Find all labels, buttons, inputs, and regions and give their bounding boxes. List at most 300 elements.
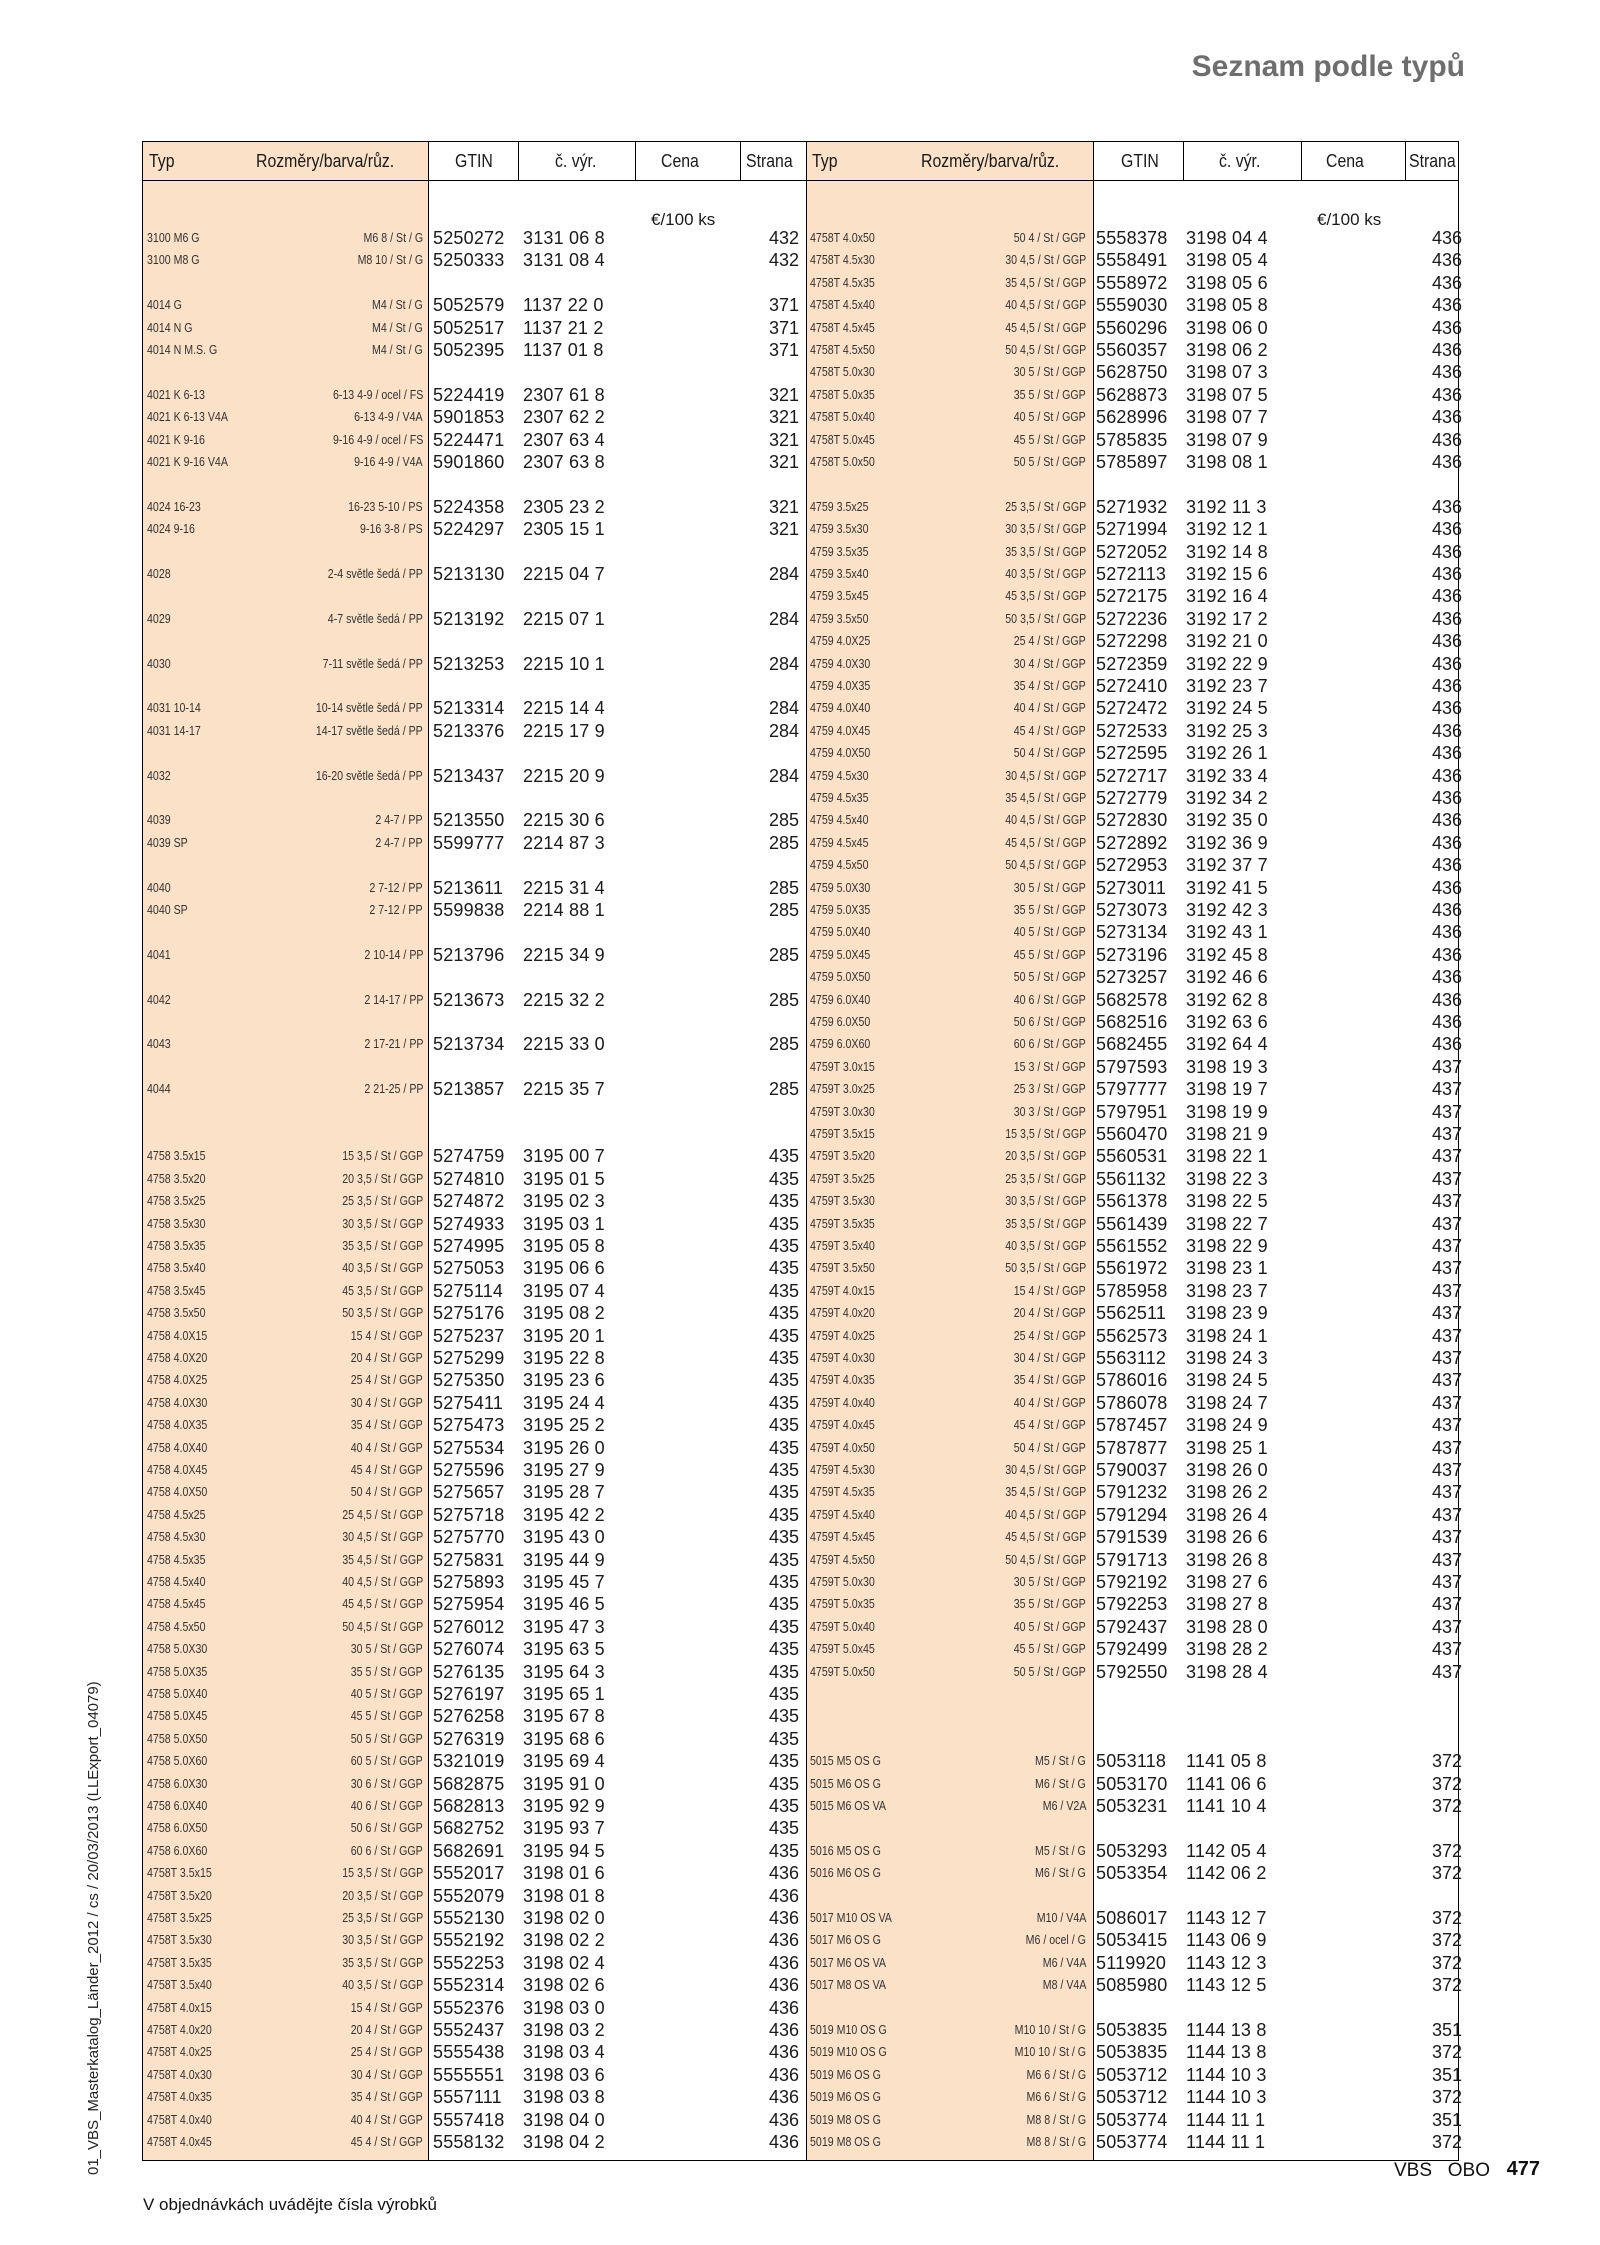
table-row xyxy=(806,518,1466,540)
cell-dimension: 45 4 / St / GGP xyxy=(1013,1418,1086,1433)
cell-page: 372 xyxy=(1431,2132,1462,2152)
table-row xyxy=(143,1459,803,1481)
cell-page: 436 xyxy=(1431,653,1462,674)
cell-typ: 4758 6.0X30 xyxy=(147,1776,208,1791)
cell-dimension: 15 3,5 / St / GGP xyxy=(342,1866,423,1881)
cell-gtin: 5053293 xyxy=(1096,1840,1168,1861)
cell-gtin: 5275350 xyxy=(433,1370,505,1391)
cell-item-no: 3192 22 9 xyxy=(1186,653,1268,674)
cell-gtin: 5275114 xyxy=(433,1280,504,1301)
cell-dimension: 30 3,5 / St / GGP xyxy=(1005,1194,1086,1209)
cell-page: 351 xyxy=(1431,2020,1462,2040)
cell-gtin: 5275411 xyxy=(433,1392,504,1413)
cell-page: 436 xyxy=(1431,967,1462,988)
cell-typ: 4758 3.5x35 xyxy=(147,1239,206,1253)
cell-page: 351 xyxy=(1431,2109,1462,2130)
cell-item-no: 3198 22 9 xyxy=(1186,1236,1268,1256)
cell-page: 435 xyxy=(768,1527,799,1548)
table-row xyxy=(143,809,803,831)
cell-gtin: 5272052 xyxy=(1096,541,1168,562)
cell-gtin: 5276319 xyxy=(433,1728,505,1749)
cell-gtin: 5785958 xyxy=(1096,1280,1168,1301)
cell-dimension: 35 4 / St / GGP xyxy=(1013,679,1086,693)
cell-dimension: 40 4,5 / St / GGP xyxy=(1005,813,1086,828)
cell-dimension: 35 3,5 / St / GGP xyxy=(1005,1216,1086,1231)
cell-item-no: 3192 42 3 xyxy=(1186,900,1268,920)
cell-item-no: 3195 63 5 xyxy=(523,1639,605,1660)
cell-page: 435 xyxy=(768,1325,799,1346)
cell-gtin: 5321019 xyxy=(433,1751,505,1772)
cell-typ: 4758 4.0X30 xyxy=(147,1395,208,1410)
cell-gtin: 5224419 xyxy=(433,384,505,405)
cell-item-no: 3192 41 5 xyxy=(1186,877,1268,898)
header-gtin: GTIN xyxy=(1121,151,1159,171)
header-divider xyxy=(635,142,636,180)
cell-item-no: 2307 63 8 xyxy=(523,452,605,472)
cell-typ: 4758T 3.5x20 xyxy=(147,1888,212,1903)
cell-dimension: 25 3,5 / St / GGP xyxy=(342,1911,423,1925)
cell-item-no: 3198 24 1 xyxy=(1186,1325,1268,1346)
cell-typ: 4759T 4.5x30 xyxy=(810,1463,875,1477)
cell-dimension: 35 5 / St / GGP xyxy=(1013,1597,1086,1612)
cell-item-no: 3198 08 1 xyxy=(1186,452,1268,472)
header-rozmery: Rozměry/barva/růz. xyxy=(256,151,395,171)
cell-item-no: 2215 04 7 xyxy=(523,564,605,584)
cell-dimension: 20 3,5 / St / GGP xyxy=(1005,1149,1086,1164)
cell-dimension: 20 4 / St / GGP xyxy=(350,1351,423,1365)
cell-item-no: 3198 24 9 xyxy=(1186,1415,1268,1436)
cell-page: 285 xyxy=(768,832,799,853)
cell-typ: 4758T 4.0x40 xyxy=(147,2112,212,2127)
cell-gtin: 5275770 xyxy=(433,1527,505,1548)
cell-gtin: 5682455 xyxy=(1096,1034,1168,1055)
table-row xyxy=(806,1213,1466,1235)
cell-dimension: 20 3,5 / St / GGP xyxy=(342,1888,423,1903)
cell-page: 437 xyxy=(1431,1370,1462,1391)
cell-item-no: 3195 26 0 xyxy=(523,1437,605,1458)
cell-item-no: 3195 27 9 xyxy=(523,1460,605,1480)
cell-gtin: 5797593 xyxy=(1096,1056,1168,1077)
cell-item-no: 3198 05 6 xyxy=(1186,272,1268,293)
cell-dimension: 40 3,5 / St / GGP xyxy=(342,1978,423,1993)
cell-item-no: 2214 87 3 xyxy=(523,832,605,853)
cell-gtin: 5273011 xyxy=(1096,877,1167,898)
cell-dimension: 45 5 / St / GGP xyxy=(1013,432,1086,447)
cell-typ: 4044 xyxy=(147,1082,171,1097)
cell-typ: 4759T 3.5x30 xyxy=(810,1194,875,1209)
cell-typ: 4759 6.0X40 xyxy=(810,992,871,1007)
table-row xyxy=(143,1795,803,1817)
cell-dimension: 15 4 / St / GGP xyxy=(350,2000,423,2015)
cell-typ: 4759 4.0X25 xyxy=(810,634,871,649)
cell-dimension: M10 10 / St / G xyxy=(1014,2023,1086,2037)
cell-dimension: 30 3,5 / St / GGP xyxy=(342,1933,423,1948)
cell-item-no: 3198 05 4 xyxy=(1186,250,1268,271)
cell-gtin: 5682813 xyxy=(433,1796,505,1816)
table-row xyxy=(143,1840,803,1862)
cell-dimension: M6 / V4A xyxy=(1042,1955,1086,1970)
cell-dimension: 40 5 / St / GGP xyxy=(1013,410,1086,425)
table-row xyxy=(806,1526,1466,1548)
cell-typ: 4043 xyxy=(147,1037,171,1052)
table-row xyxy=(806,2019,1466,2041)
table-row xyxy=(806,809,1466,831)
cell-dimension: 60 5 / St / GGP xyxy=(350,1754,423,1769)
cell-dimension: 9-16 4-9 / ocel / FS xyxy=(332,432,423,447)
table-row xyxy=(806,2086,1466,2108)
cell-dimension: 2 7-12 / PP xyxy=(369,903,423,917)
table-row xyxy=(806,406,1466,428)
cell-typ: 4759T 4.5x45 xyxy=(810,1530,875,1545)
cell-dimension: 35 4 / St / GGP xyxy=(1013,1373,1086,1388)
cell-typ: 4758 3.5x25 xyxy=(147,1194,206,1209)
cell-dimension: 50 3,5 / St / GGP xyxy=(1005,1261,1086,1276)
cell-typ: 4758T 5.0x45 xyxy=(810,432,875,447)
cell-item-no: 3198 19 3 xyxy=(1186,1056,1268,1077)
table-row xyxy=(143,406,803,428)
cell-gtin: 5557418 xyxy=(433,2109,505,2130)
cell-item-no: 3198 26 6 xyxy=(1186,1527,1268,1548)
cell-page: 372 xyxy=(1431,1773,1462,1794)
cell-gtin: 5213673 xyxy=(433,989,505,1010)
table-row xyxy=(806,1280,1466,1302)
cell-item-no: 3198 26 8 xyxy=(1186,1549,1268,1570)
cell-gtin: 5213376 xyxy=(433,720,505,741)
table-row xyxy=(806,1369,1466,1391)
cell-dimension: 50 4,5 / St / GGP xyxy=(1005,858,1086,873)
table-row xyxy=(143,1190,803,1212)
cell-dimension: 25 4 / St / GGP xyxy=(1013,1328,1086,1343)
cell-item-no: 3195 24 4 xyxy=(523,1392,605,1413)
footnote: V objednávkách uvádějte čísla výrobků xyxy=(143,2195,437,2214)
cell-item-no: 3198 06 0 xyxy=(1186,317,1268,338)
cell-item-no: 3198 22 3 xyxy=(1186,1168,1268,1189)
cell-dimension: 45 4,5 / St / GGP xyxy=(1005,1530,1086,1545)
cell-gtin: 5271932 xyxy=(1096,496,1168,517)
cell-dimension: 45 4,5 / St / GGP xyxy=(1005,320,1086,335)
cell-gtin: 5682578 xyxy=(1096,989,1168,1010)
cell-gtin: 5901853 xyxy=(433,407,505,428)
cell-item-no: 3192 11 3 xyxy=(1186,496,1267,517)
cell-page: 435 xyxy=(768,1146,799,1167)
cell-typ: 4759 5.0X50 xyxy=(810,970,871,985)
cell-page: 435 xyxy=(768,1639,799,1660)
cell-dimension: 20 4 / St / GGP xyxy=(1013,1306,1086,1321)
cell-dimension: 30 4 / St / GGP xyxy=(350,1395,423,1410)
cell-dimension: 15 4 / St / GGP xyxy=(350,1328,423,1343)
cell-page: 372 xyxy=(1431,1751,1462,1772)
cell-typ: 4024 9-16 xyxy=(147,522,195,537)
cell-dimension: 15 4 / St / GGP xyxy=(1013,1283,1086,1298)
cell-item-no: 1137 22 0 xyxy=(523,295,604,316)
cell-typ: 3100 M6 G xyxy=(147,231,200,245)
cell-item-no: 3192 62 8 xyxy=(1186,989,1268,1010)
cell-page: 372 xyxy=(1431,1952,1462,1973)
cell-gtin: 5275534 xyxy=(433,1437,505,1458)
cell-typ: 5015 M5 OS G xyxy=(810,1754,881,1769)
cell-item-no: 3198 03 6 xyxy=(523,2064,605,2085)
cell-item-no: 2215 33 0 xyxy=(523,1034,605,1055)
cell-item-no: 3195 45 7 xyxy=(523,1572,605,1592)
cell-page: 436 xyxy=(1431,944,1462,965)
cell-page: 437 xyxy=(1431,1482,1462,1503)
cell-gtin: 5552130 xyxy=(433,1908,505,1928)
cell-dimension: 45 4,5 / St / GGP xyxy=(1005,835,1086,850)
table-row xyxy=(143,1952,803,1974)
cell-dimension: 30 3,5 / St / GGP xyxy=(1005,522,1086,537)
cell-gtin: 5792550 xyxy=(1096,1661,1168,1682)
cell-page: 436 xyxy=(1431,586,1462,607)
cell-typ: 5017 M6 OS VA xyxy=(810,1955,886,1970)
cell-gtin: 5785897 xyxy=(1096,452,1168,472)
table-row xyxy=(806,1459,1466,1481)
cell-gtin: 5213796 xyxy=(433,944,505,965)
cell-typ: 4759 5.0X40 xyxy=(810,925,871,940)
cell-gtin: 5276258 xyxy=(433,1706,505,1727)
cell-item-no: 3198 22 7 xyxy=(1186,1213,1268,1234)
cell-item-no: 3198 02 2 xyxy=(523,1930,605,1951)
cell-dimension: 2 4-7 / PP xyxy=(375,835,423,850)
cell-gtin: 5224297 xyxy=(433,519,505,540)
cell-dimension: 16-20 světle šedá / PP xyxy=(316,768,423,783)
cell-page: 436 xyxy=(1431,250,1462,271)
cell-page: 436 xyxy=(768,1997,799,2018)
cell-typ: 4759 3.5x35 xyxy=(810,544,869,559)
cell-typ: 4759 3.5x40 xyxy=(810,567,869,581)
cell-item-no: 3198 07 3 xyxy=(1186,362,1268,383)
cell-typ: 4758 6.0X60 xyxy=(147,1843,208,1858)
cell-dimension: 6-13 4-9 / ocel / FS xyxy=(332,387,423,402)
cell-page: 436 xyxy=(768,2087,799,2108)
cell-typ: 4039 xyxy=(147,813,171,828)
cell-dimension: 35 4,5 / St / GGP xyxy=(342,1552,423,1567)
cell-dimension: 4-7 světle šedá / PP xyxy=(327,611,423,626)
cell-gtin: 5628873 xyxy=(1096,384,1168,405)
cell-item-no: 3198 03 8 xyxy=(523,2087,605,2108)
table-row xyxy=(806,1661,1466,1683)
cell-item-no: 2215 14 4 xyxy=(523,698,605,719)
table-row xyxy=(806,1235,1466,1257)
cell-item-no: 3198 26 4 xyxy=(1186,1504,1268,1525)
cell-item-no: 3195 01 5 xyxy=(523,1168,605,1189)
cell-dimension: 25 3 / St / GGP xyxy=(1013,1082,1086,1097)
cell-dimension: 25 4,5 / St / GGP xyxy=(342,1507,423,1522)
cell-page: 436 xyxy=(768,1952,799,1973)
cell-dimension: 45 3,5 / St / GGP xyxy=(1005,589,1086,604)
cell-page: 285 xyxy=(768,810,799,831)
table-row xyxy=(143,1504,803,1526)
cell-dimension: 25 4 / St / GGP xyxy=(350,2045,423,2060)
cell-item-no: 3198 04 2 xyxy=(523,2132,605,2152)
cell-page: 435 xyxy=(768,1258,799,1279)
cell-item-no: 3195 47 3 xyxy=(523,1616,605,1637)
cell-dimension: 2 17-21 / PP xyxy=(363,1037,423,1052)
cell-item-no: 3198 07 5 xyxy=(1186,384,1268,405)
cell-page: 372 xyxy=(1431,1930,1462,1951)
cell-dimension: 35 4,5 / St / GGP xyxy=(1005,791,1086,805)
cell-page: 321 xyxy=(768,384,799,405)
cell-typ: 4758T 4.5x40 xyxy=(810,298,875,313)
cell-gtin: 5561378 xyxy=(1096,1191,1168,1212)
table-row xyxy=(806,1593,1466,1615)
cell-typ: 4758 4.5x35 xyxy=(147,1552,206,1567)
cell-typ: 4040 xyxy=(147,880,171,895)
cell-page: 436 xyxy=(1431,832,1462,853)
cell-dimension: 25 3,5 / St / GGP xyxy=(1005,1171,1086,1186)
cell-page: 437 xyxy=(1431,1236,1462,1256)
table-row xyxy=(143,1302,803,1324)
cell-item-no: 3198 19 7 xyxy=(1186,1079,1268,1100)
cell-dimension: M4 / St / G xyxy=(372,320,423,335)
cell-gtin: 5053835 xyxy=(1096,2042,1168,2063)
cell-gtin: 5272779 xyxy=(1096,788,1168,808)
cell-gtin: 5274995 xyxy=(433,1236,505,1256)
cell-dimension: 35 4 / St / GGP xyxy=(350,2090,423,2105)
cell-gtin: 5552376 xyxy=(433,1997,505,2018)
cell-page: 437 xyxy=(1431,1392,1462,1413)
cell-item-no: 3131 08 4 xyxy=(523,250,605,271)
table-row xyxy=(806,854,1466,876)
cell-dimension: M4 / St / G xyxy=(372,298,423,313)
cell-gtin: 5682875 xyxy=(433,1773,505,1794)
cell-gtin: 5053170 xyxy=(1096,1773,1168,1794)
cell-gtin: 5787877 xyxy=(1096,1437,1168,1458)
cell-gtin: 5213437 xyxy=(433,765,505,786)
cell-item-no: 3192 46 6 xyxy=(1186,967,1268,988)
cell-typ: 4759T 3.0x25 xyxy=(810,1082,875,1097)
cell-page: 435 xyxy=(768,1549,799,1570)
cell-gtin: 5272953 xyxy=(1096,855,1168,876)
cell-page: 436 xyxy=(1431,1034,1462,1055)
cell-item-no: 3195 46 5 xyxy=(523,1594,605,1615)
cell-page: 435 xyxy=(768,1840,799,1861)
table-row xyxy=(806,944,1466,966)
cell-gtin: 5552017 xyxy=(433,1863,505,1884)
cell-gtin: 5275831 xyxy=(433,1549,505,1570)
cell-item-no: 3198 24 3 xyxy=(1186,1348,1268,1368)
cell-gtin: 5787457 xyxy=(1096,1415,1168,1436)
cell-typ: 4758T 4.5x35 xyxy=(810,275,875,290)
cell-gtin: 5086017 xyxy=(1096,1908,1168,1928)
cell-typ: 5016 M5 OS G xyxy=(810,1843,881,1858)
cell-typ: 4758 4.0X50 xyxy=(147,1485,208,1500)
table-row xyxy=(806,1929,1466,1951)
header-divider xyxy=(740,142,741,180)
cell-dimension: 2-4 světle šedá / PP xyxy=(327,567,423,581)
table-row xyxy=(143,1683,803,1705)
cell-dimension: 30 5 / St / GGP xyxy=(350,1642,423,1657)
cell-typ: 4030 xyxy=(147,656,171,671)
cell-typ: 4758 5.0X45 xyxy=(147,1709,208,1724)
header-cvyr: č. výr. xyxy=(555,151,597,171)
cell-page: 436 xyxy=(768,1975,799,1996)
cell-gtin: 5224471 xyxy=(433,429,505,450)
cell-page: 435 xyxy=(768,1684,799,1704)
cell-item-no: 3198 07 7 xyxy=(1186,407,1268,428)
cell-typ: 4024 16-23 xyxy=(147,499,201,514)
cell-gtin: 5052579 xyxy=(433,295,505,316)
cell-typ: 4759T 4.5x40 xyxy=(810,1507,875,1522)
cell-gtin: 5275596 xyxy=(433,1460,505,1480)
cell-gtin: 5275473 xyxy=(433,1415,505,1436)
cell-dimension: M6 6 / St / G xyxy=(1026,2067,1086,2082)
cell-item-no: 3195 42 2 xyxy=(523,1504,605,1525)
cell-page: 321 xyxy=(768,429,799,450)
cell-item-no: 3198 04 0 xyxy=(523,2109,605,2130)
cell-item-no: 3198 22 1 xyxy=(1186,1146,1268,1167)
table-row xyxy=(806,384,1466,406)
cell-item-no: 3195 08 2 xyxy=(523,1303,605,1324)
cell-gtin: 5272175 xyxy=(1096,586,1168,607)
cell-page: 435 xyxy=(768,1504,799,1525)
header-typ: Typ xyxy=(812,151,838,171)
cell-dimension: 30 3,5 / St / GGP xyxy=(342,1216,423,1231)
cell-gtin: 5552314 xyxy=(433,1975,505,1996)
cell-dimension: 50 4 / St / GGP xyxy=(1013,231,1086,245)
cell-item-no: 3198 04 4 xyxy=(1186,228,1268,248)
cell-gtin: 5119920 xyxy=(1096,1952,1167,1973)
cell-typ: 5019 M6 OS G xyxy=(810,2090,881,2105)
cell-item-no: 3192 36 9 xyxy=(1186,832,1268,853)
table-row xyxy=(143,1369,803,1391)
cell-page: 284 xyxy=(768,608,799,629)
cell-item-no: 3198 19 9 xyxy=(1186,1101,1268,1122)
cell-typ: 4758 5.0X60 xyxy=(147,1754,208,1769)
table-row xyxy=(806,966,1466,988)
cell-page: 285 xyxy=(768,989,799,1010)
cell-page: 436 xyxy=(768,2064,799,2085)
table-row xyxy=(806,585,1466,607)
cell-typ: 4758T 5.0x30 xyxy=(810,365,875,380)
cell-typ: 4758T 3.5x40 xyxy=(147,1978,212,1993)
cell-typ: 4758T 4.0x15 xyxy=(147,2000,212,2015)
cell-item-no: 3198 23 9 xyxy=(1186,1303,1268,1324)
cell-page: 435 xyxy=(768,1213,799,1234)
cell-page: 436 xyxy=(768,1885,799,1906)
table-row xyxy=(806,2131,1466,2153)
cell-item-no: 3195 20 1 xyxy=(523,1325,605,1346)
table-row xyxy=(806,1056,1466,1078)
cell-typ: 4758 4.5x40 xyxy=(147,1575,206,1589)
table-row xyxy=(143,2019,803,2041)
cell-gtin: 5272830 xyxy=(1096,810,1168,831)
cell-dimension: 30 4,5 / St / GGP xyxy=(1005,253,1086,268)
cell-dimension: 35 3,5 / St / GGP xyxy=(1005,544,1086,559)
cell-item-no: 1137 21 2 xyxy=(523,317,604,338)
cell-page: 437 xyxy=(1431,1639,1462,1660)
cell-page: 284 xyxy=(768,564,799,584)
cell-gtin: 5272410 xyxy=(1096,676,1168,696)
cell-gtin: 5272595 xyxy=(1096,743,1168,764)
cell-page: 435 xyxy=(768,1594,799,1615)
cell-dimension: 2 7-12 / PP xyxy=(369,880,423,895)
cell-page: 436 xyxy=(1431,608,1462,629)
cell-item-no: 1144 10 3 xyxy=(1186,2087,1267,2108)
cell-typ: 4758T 5.0x50 xyxy=(810,455,875,469)
cell-typ: 4759T 5.0x45 xyxy=(810,1642,875,1657)
cell-page: 435 xyxy=(768,1370,799,1391)
header-strana: Strana xyxy=(1409,151,1456,171)
cell-page: 435 xyxy=(768,1728,799,1749)
cell-page: 436 xyxy=(1431,922,1462,943)
cell-page: 437 xyxy=(1431,1258,1462,1279)
cell-page: 436 xyxy=(1431,900,1462,920)
cell-typ: 4758T 3.5x30 xyxy=(147,1933,212,1948)
cell-gtin: 5901860 xyxy=(433,452,505,472)
table-row xyxy=(143,1392,803,1414)
table-row xyxy=(806,1347,1466,1369)
cell-page: 436 xyxy=(1431,698,1462,719)
